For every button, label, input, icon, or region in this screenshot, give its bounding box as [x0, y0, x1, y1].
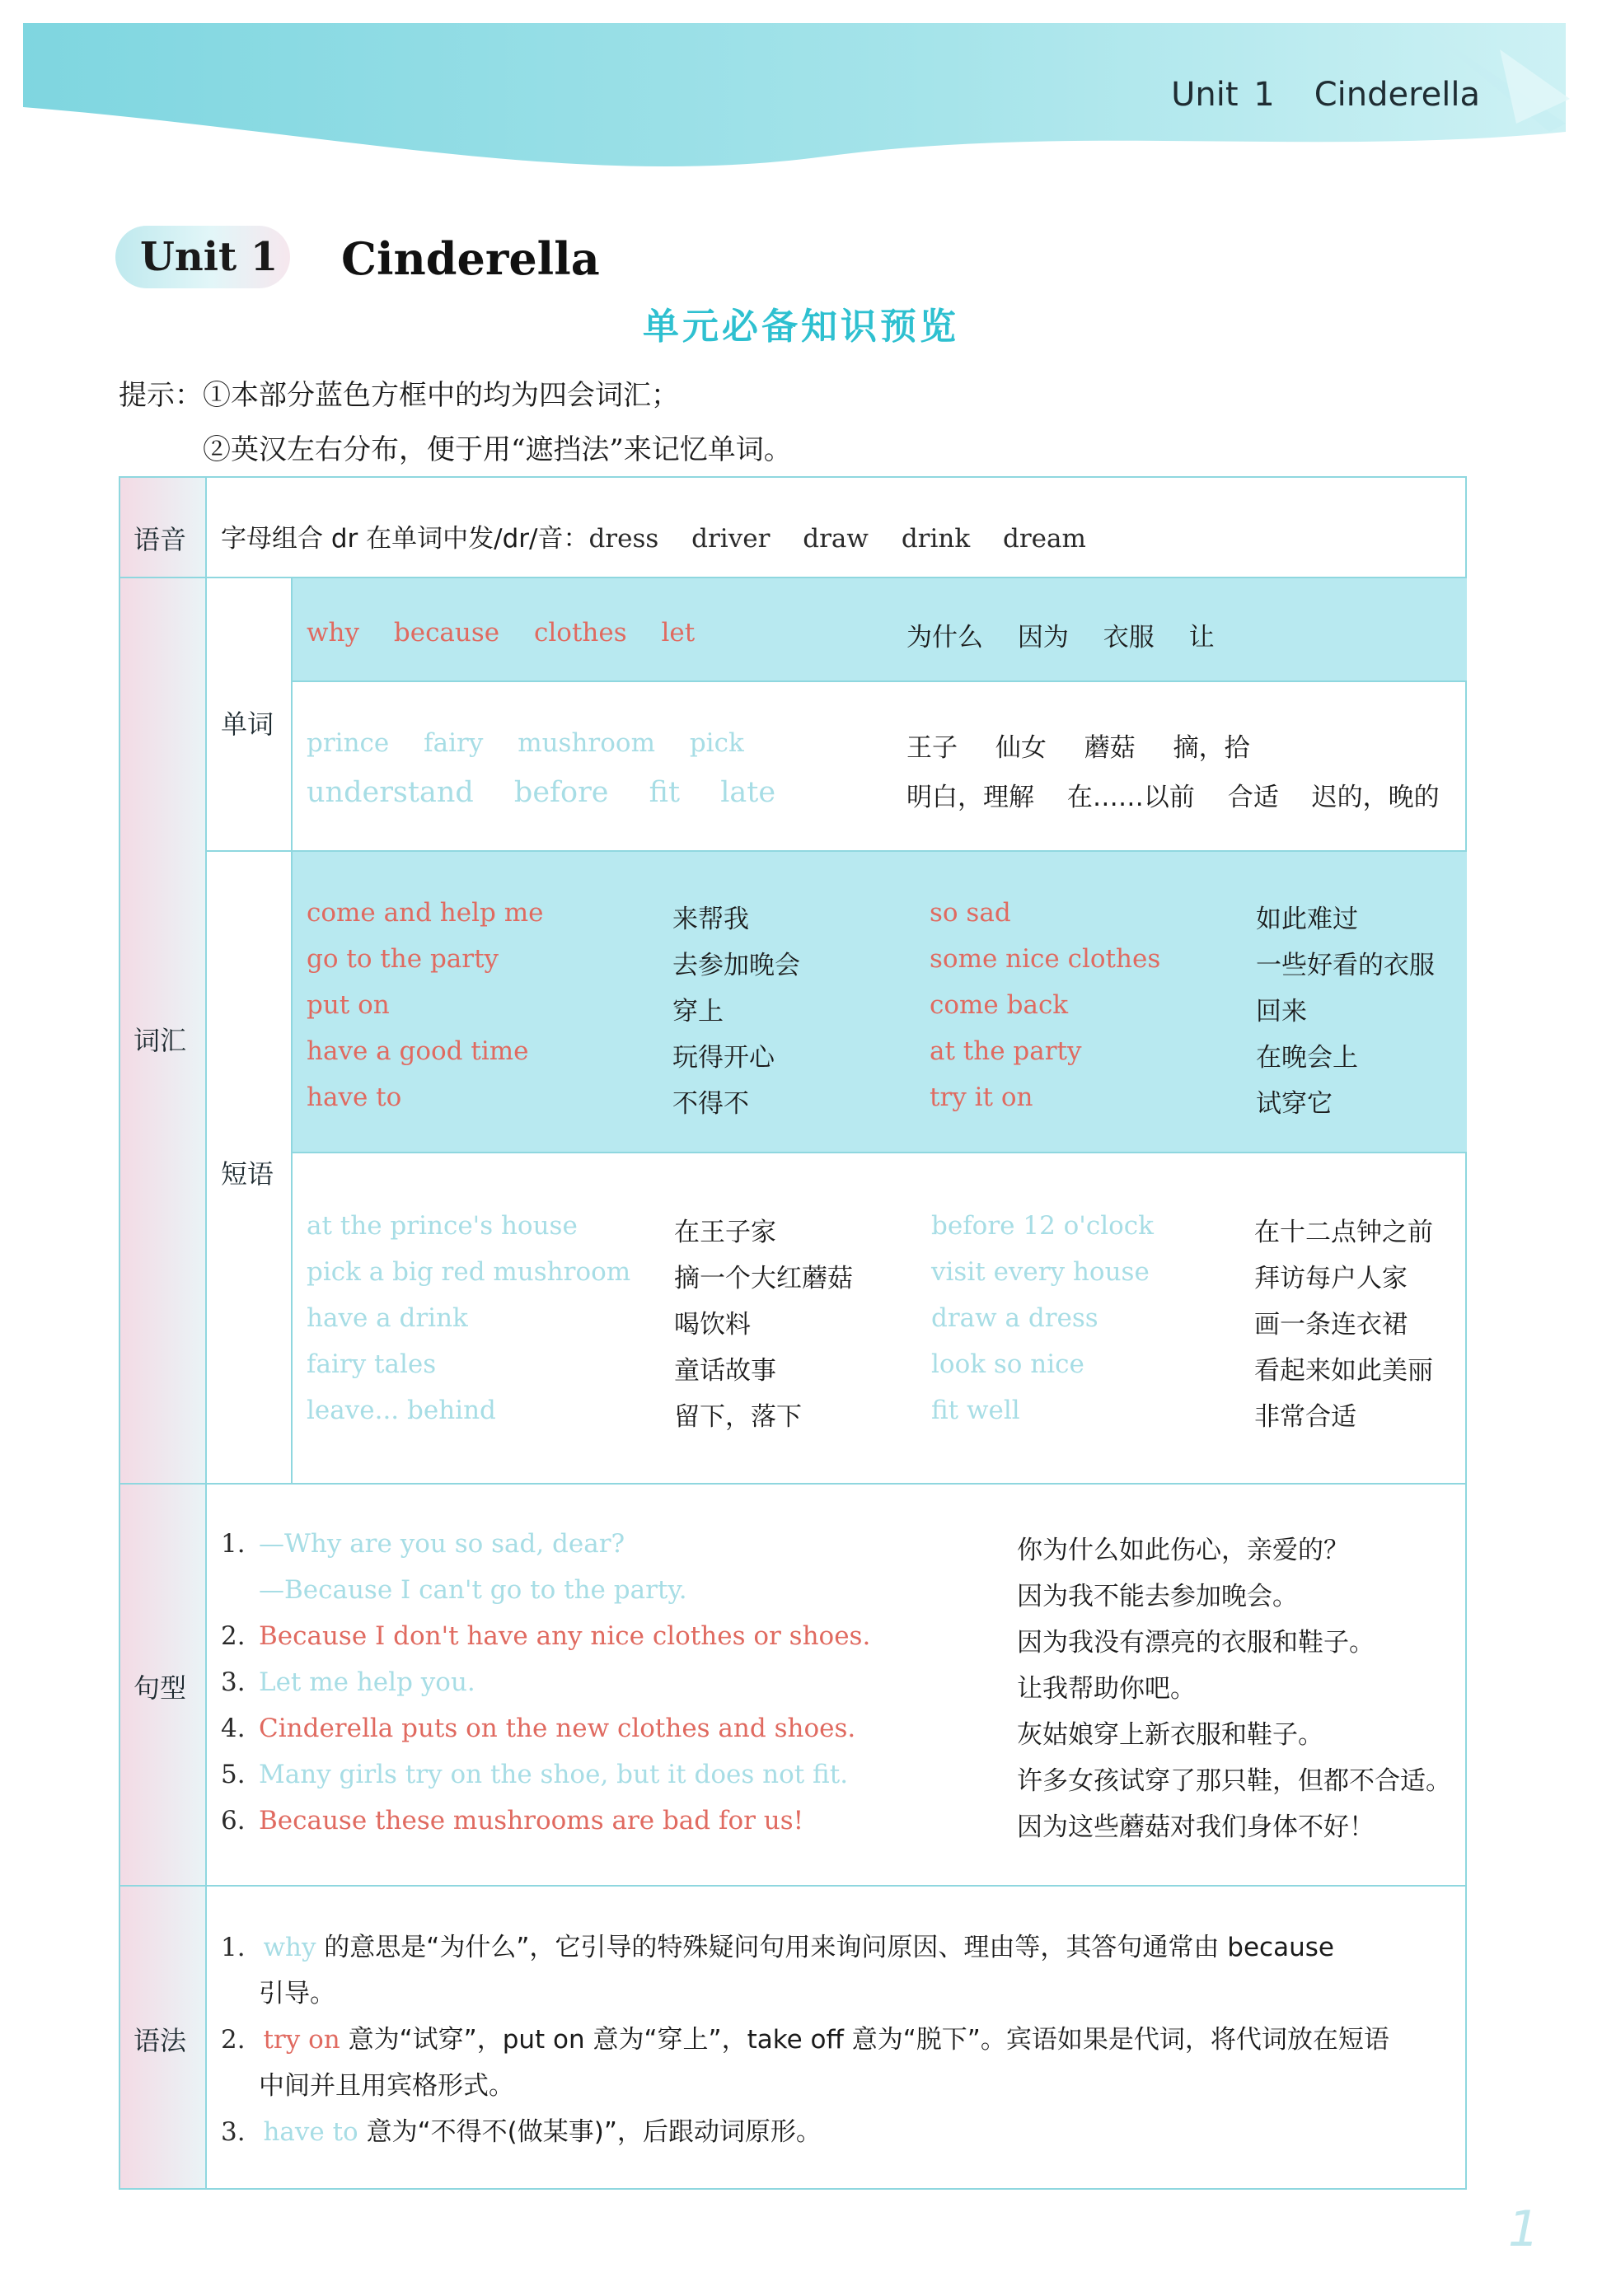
phrase-cn: 拜访每户人家 — [1254, 1264, 1408, 1293]
sentence-cn: 灰姑娘穿上新衣服和鞋子。 — [1017, 1720, 1323, 1750]
phrase-cn: 回来 — [1256, 997, 1307, 1026]
phonics-row — [221, 517, 1086, 554]
sentence-en: Cinderella puts on the new clothes and shoes. — [259, 1714, 856, 1743]
word-cn: 在……以前 — [1066, 783, 1195, 812]
sentence-cn: 你为什么如此伤心，亲爱的？ — [1017, 1536, 1349, 1565]
word-cn: 让 — [1188, 623, 1215, 652]
phrase-en: so sad — [930, 898, 1011, 928]
phrase-cn: 试穿它 — [1256, 1089, 1333, 1119]
extra-words-en-line2 — [307, 776, 775, 809]
phonics-word: drink — [901, 524, 971, 554]
phonics-word: draw — [803, 524, 869, 554]
phrase-en: have a good time — [307, 1036, 529, 1066]
unit-badge — [115, 226, 290, 288]
phrase-en: have a drink — [307, 1303, 468, 1333]
phrase-cn: 看起来如此美丽 — [1254, 1356, 1433, 1386]
phrase-en: draw a dress — [931, 1303, 1098, 1333]
sentence-num: 4. — [221, 1714, 246, 1743]
word-en: prince — [307, 728, 390, 758]
phrase-cn: 在十二点钟之前 — [1254, 1218, 1433, 1247]
extra-words-en-line1 — [307, 728, 744, 758]
sentence-en: Because I don't have any nice clothes or shoes. — [259, 1621, 871, 1651]
sentence-cn: 许多女孩试穿了那只鞋，但都不合适。 — [1017, 1766, 1451, 1796]
sentence-cn: 因为我没有漂亮的衣服和鞋子。 — [1017, 1628, 1375, 1658]
grammar-text-cont: 引导。 — [259, 1979, 335, 2008]
word-en: pick — [689, 728, 744, 758]
word-cn: 王子 — [906, 733, 958, 763]
phrase-cn: 摘一个大红蘑菇 — [674, 1264, 853, 1293]
core-words-cn — [906, 616, 1215, 653]
grammar-text: 的意思是“为什么”，它引导的特殊疑问句用来询问原因、理由等，其答句通常由 because — [316, 1933, 1334, 1962]
grammar-text: 意为“不得不(做某事)”，后跟动词原形。 — [358, 2117, 822, 2147]
word-en: late — [720, 776, 776, 809]
grammar-num: 1. — [221, 1933, 246, 1962]
grammar-item-1 — [221, 1926, 1334, 1963]
phonics-word: dress — [588, 524, 659, 554]
sentence-cn: 因为我不能去参加晚会。 — [1017, 1582, 1298, 1611]
word-cn: 因为 — [1017, 623, 1069, 652]
phrase-en: pick a big red mushroom — [307, 1257, 631, 1287]
phrase-cn: 如此难过 — [1256, 905, 1358, 934]
unit-badge-label: Unit 1 — [140, 234, 279, 280]
unit-title: Cinderella — [341, 232, 600, 285]
phrase-en: leave... behind — [307, 1396, 496, 1425]
phrase-cn: 非常合适 — [1254, 1402, 1356, 1432]
phrase-cn: 在晚会上 — [1256, 1043, 1358, 1073]
sentence-num: 3. — [221, 1667, 246, 1697]
phrase-en: come back — [930, 990, 1069, 1020]
section-title: 单元必备知识预览 — [643, 306, 959, 348]
phrase-en: look so nice — [931, 1349, 1084, 1379]
phonics-prefix: 字母组合 dr 在单词中发/dr/音： — [221, 524, 589, 554]
page-number: 1 — [1507, 2200, 1539, 2258]
sentence-cn: 让我帮助你吧。 — [1017, 1674, 1196, 1704]
word-en: why — [307, 618, 360, 648]
word-cn: 迟的，晚的 — [1311, 783, 1440, 812]
running-header — [1171, 76, 1480, 114]
sentence-num: 2. — [221, 1621, 246, 1651]
subcategory-phrases: 短语 — [221, 1158, 274, 1190]
phrase-cn: 留下，落下 — [674, 1402, 802, 1432]
category-grammar: 语法 — [134, 2025, 187, 2056]
sentence-en: Because these mushrooms are bad for us! — [259, 1806, 804, 1835]
phrase-en: at the prince's house — [307, 1211, 578, 1241]
phrase-en: at the party — [930, 1036, 1082, 1066]
grammar-num: 3. — [221, 2117, 246, 2147]
word-en: fairy — [424, 728, 484, 758]
word-cn: 摘，拾 — [1173, 733, 1250, 763]
phrase-cn: 喝饮料 — [674, 1310, 751, 1340]
grammar-num: 2. — [221, 2025, 246, 2055]
phrase-en: fit well — [931, 1396, 1020, 1425]
word-en: let — [661, 618, 696, 648]
sentence-en: —Because I can't go to the party. — [259, 1575, 687, 1605]
sentence-num: 1. — [221, 1529, 246, 1559]
word-cn: 明白，理解 — [906, 783, 1034, 812]
word-cn: 合适 — [1227, 783, 1279, 812]
phrase-en: come and help me — [307, 898, 544, 928]
category-column — [120, 478, 205, 2188]
word-en: clothes — [534, 618, 627, 648]
word-cn: 蘑菇 — [1084, 733, 1136, 763]
word-en: before — [513, 776, 609, 809]
grammar-text: 意为“试穿”，put on 意为“穿上”，take off 意为“脱下”。宾语如果是代词，将代词放在短语 — [340, 2025, 1389, 2055]
phrase-cn: 画一条连衣裙 — [1254, 1310, 1408, 1340]
sentence-cn: 因为这些蘑菇对我们身体不好！ — [1017, 1812, 1375, 1842]
subcategory-words: 单词 — [221, 708, 274, 740]
phrase-en: have to — [307, 1083, 402, 1112]
header-title: Cinderella — [1314, 76, 1480, 114]
grammar-key: have to — [263, 2117, 358, 2147]
phrase-en: fairy tales — [307, 1349, 437, 1379]
extra-words-cn-line2 — [906, 776, 1440, 813]
phonics-word: driver — [691, 524, 771, 554]
grammar-text-cont: 中间并且用宾格形式。 — [259, 2071, 514, 2101]
grammar-key: why — [263, 1933, 316, 1962]
phrase-en: put on — [307, 990, 390, 1020]
phrase-cn: 来帮我 — [672, 905, 749, 934]
word-cn: 衣服 — [1103, 623, 1155, 652]
core-words-en — [307, 618, 695, 648]
phrase-en: before 12 o'clock — [931, 1211, 1154, 1241]
word-cn: 为什么 — [906, 623, 983, 652]
category-sentences: 句型 — [134, 1672, 187, 1704]
phrase-cn: 在王子家 — [674, 1218, 776, 1247]
grammar-item-2 — [221, 2018, 1389, 2055]
sentence-en: Many girls try on the shoe, but it does not fit. — [259, 1760, 849, 1789]
word-en: fit — [649, 776, 681, 809]
word-en: mushroom — [518, 728, 655, 758]
sentence-num: 5. — [221, 1760, 246, 1789]
header-unit: Unit 1 — [1171, 76, 1275, 114]
phrase-cn: 去参加晚会 — [672, 951, 800, 980]
tip-line-1: 提示：①本部分蓝色方框中的均为四会词汇； — [119, 379, 679, 412]
sentence-en: —Why are you so sad, dear? — [259, 1529, 625, 1559]
sentence-num: 6. — [221, 1806, 246, 1835]
extra-words-cn-line1 — [906, 727, 1250, 764]
phrase-en: visit every house — [931, 1257, 1150, 1287]
category-vocab: 词汇 — [134, 1025, 187, 1056]
phrase-cn: 童话故事 — [674, 1356, 776, 1386]
grammar-key: try on — [263, 2025, 340, 2055]
word-en: understand — [307, 776, 474, 809]
word-en: because — [393, 618, 500, 648]
phrase-cn: 一些好看的衣服 — [1256, 951, 1435, 980]
phrase-en: try it on — [930, 1083, 1033, 1112]
phrase-en: some nice clothes — [930, 944, 1161, 974]
phrase-cn: 穿上 — [672, 997, 724, 1026]
phrase-en: go to the party — [307, 944, 499, 974]
phonics-word: dream — [1003, 524, 1086, 554]
word-cn: 仙女 — [995, 733, 1047, 763]
phrase-cn: 不得不 — [672, 1089, 749, 1119]
grammar-item-3 — [221, 2111, 822, 2148]
tip-line-2: ②英汉左右分布，便于用“遮挡法”来记忆单词。 — [203, 433, 792, 466]
category-phonics: 语音 — [134, 524, 187, 555]
sentence-en: Let me help you. — [259, 1667, 475, 1697]
phrase-cn: 玩得开心 — [672, 1043, 775, 1073]
